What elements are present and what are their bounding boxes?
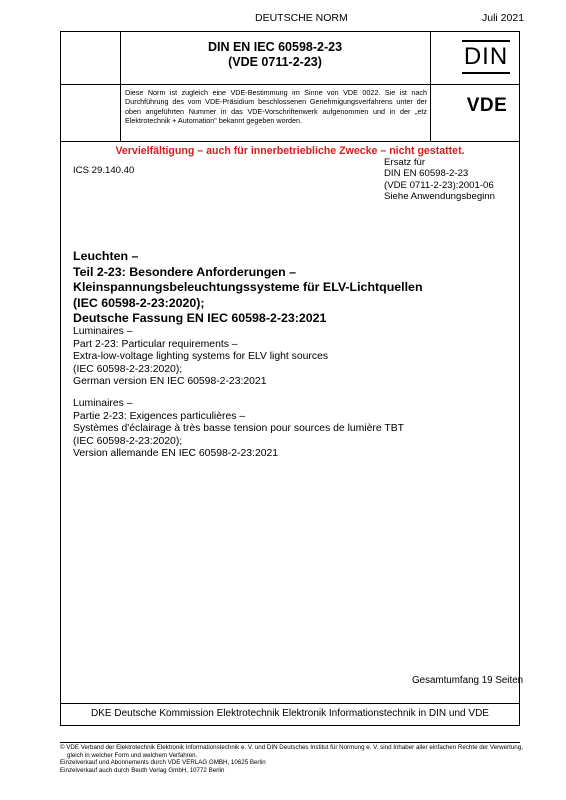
title-french-line: Luminaires – bbox=[73, 398, 133, 409]
title-german-line: Teil 2-23: Besondere Anforderungen – bbox=[73, 264, 297, 279]
title-french-line: Version allemande EN IEC 60598-2-23:2021 bbox=[73, 448, 279, 460]
replacement-line: DIN EN 60598-2-23 bbox=[384, 168, 469, 180]
header-standard-type: DEUTSCHE NORM bbox=[255, 12, 348, 24]
replacement-line: (VDE 0711-2-23):2001-06 bbox=[384, 179, 494, 191]
title-english-line: Part 2-23: Particular requirements – bbox=[73, 338, 238, 350]
vde-note: Diese Norm ist zugleich eine VDE-Bestimmung im Sinne von VDE 0022. Sie ist nach Durchführung des vom VDE-Präsidium beschlossenen Genehmigungsverfahrens unter der oben angeführten Nummer in das VDE-Vorschriftenwerk aufgenommen und in der „etz Elektrotechnik + Automation" bekannt gegeben worden. bbox=[125, 88, 427, 125]
footer-line: © VDE Verband der Elektrotechnik Elektronik Informationstechnik e. V. und DIN Deutsches Institut für Normung e. V. sind Inhaber aller einfachen Rechte der Verwertung, bbox=[60, 744, 523, 751]
frame-divider-note bbox=[60, 141, 520, 142]
replacement-info bbox=[384, 157, 495, 203]
title-german-line: Leuchten – bbox=[73, 249, 139, 263]
title-french bbox=[73, 398, 513, 461]
header-date: Juli 2021 bbox=[482, 12, 525, 24]
title-english-line: Extra-low-voltage lighting systems for ELV light sources bbox=[73, 351, 329, 363]
replacement-line: Ersatz für bbox=[384, 157, 426, 168]
replacement-line: Siehe Anwendungsbeginn bbox=[384, 191, 495, 203]
committee-line: DKE Deutsche Kommission Elektrotechnik Elektronik Informationstechnik in DIN und VDE bbox=[91, 708, 489, 719]
title-german bbox=[73, 249, 513, 327]
din-logo bbox=[462, 40, 510, 74]
title-french-line: Partie 2-23: Exigences particulières – bbox=[73, 410, 246, 422]
frame-divider-title bbox=[60, 84, 520, 85]
footer-rule bbox=[60, 742, 520, 743]
title-english bbox=[73, 326, 513, 389]
frame-divider-committee bbox=[60, 703, 520, 704]
title-german-line: Kleinspannungsbeleuchtungssysteme für ELV-Lichtquellen bbox=[73, 280, 423, 295]
document-number: DIN EN IEC 60598-2-23 bbox=[207, 40, 343, 54]
ics-code: ICS 29.140.40 bbox=[73, 165, 135, 176]
copy-warning: Vervielfältigung – auch für innerbetriebliche Zwecke – nicht gestattet. bbox=[115, 145, 465, 157]
frame-divider-right bbox=[430, 31, 431, 141]
title-french-line: Systèmes d'éclairage à très basse tension pour sources de lumière TBT bbox=[73, 423, 404, 435]
din-logo-text: DIN bbox=[463, 43, 509, 70]
footer-line: Einzelverkauf und Abonnements durch VDE VERLAG GMBH, 10625 Berlin bbox=[60, 759, 266, 767]
title-english-line: (IEC 60598-2-23:2020); bbox=[73, 363, 183, 375]
total-pages: Gesamtumfang 19 Seiten bbox=[412, 675, 524, 686]
footer-line: Einzelverkauf auch durch Beuth Verlag GmbH, 10772 Berlin bbox=[60, 766, 225, 774]
vde-number: (VDE 0711-2-23) bbox=[228, 55, 322, 69]
vde-logo: VDE bbox=[466, 95, 508, 116]
title-english-line: German version EN IEC 60598-2-23:2021 bbox=[73, 376, 267, 388]
footer-line: gleich in welcher Form und welchem Verfahren. bbox=[67, 751, 198, 759]
title-german-line: Deutsche Fassung EN IEC 60598-2-23:2021 bbox=[73, 311, 327, 326]
title-english-line: Luminaires – bbox=[73, 326, 133, 337]
title-french-line: (IEC 60598-2-23:2020); bbox=[73, 435, 183, 447]
title-german-line: (IEC 60598-2-23:2020); bbox=[73, 295, 205, 310]
footer-copyright bbox=[60, 744, 530, 774]
